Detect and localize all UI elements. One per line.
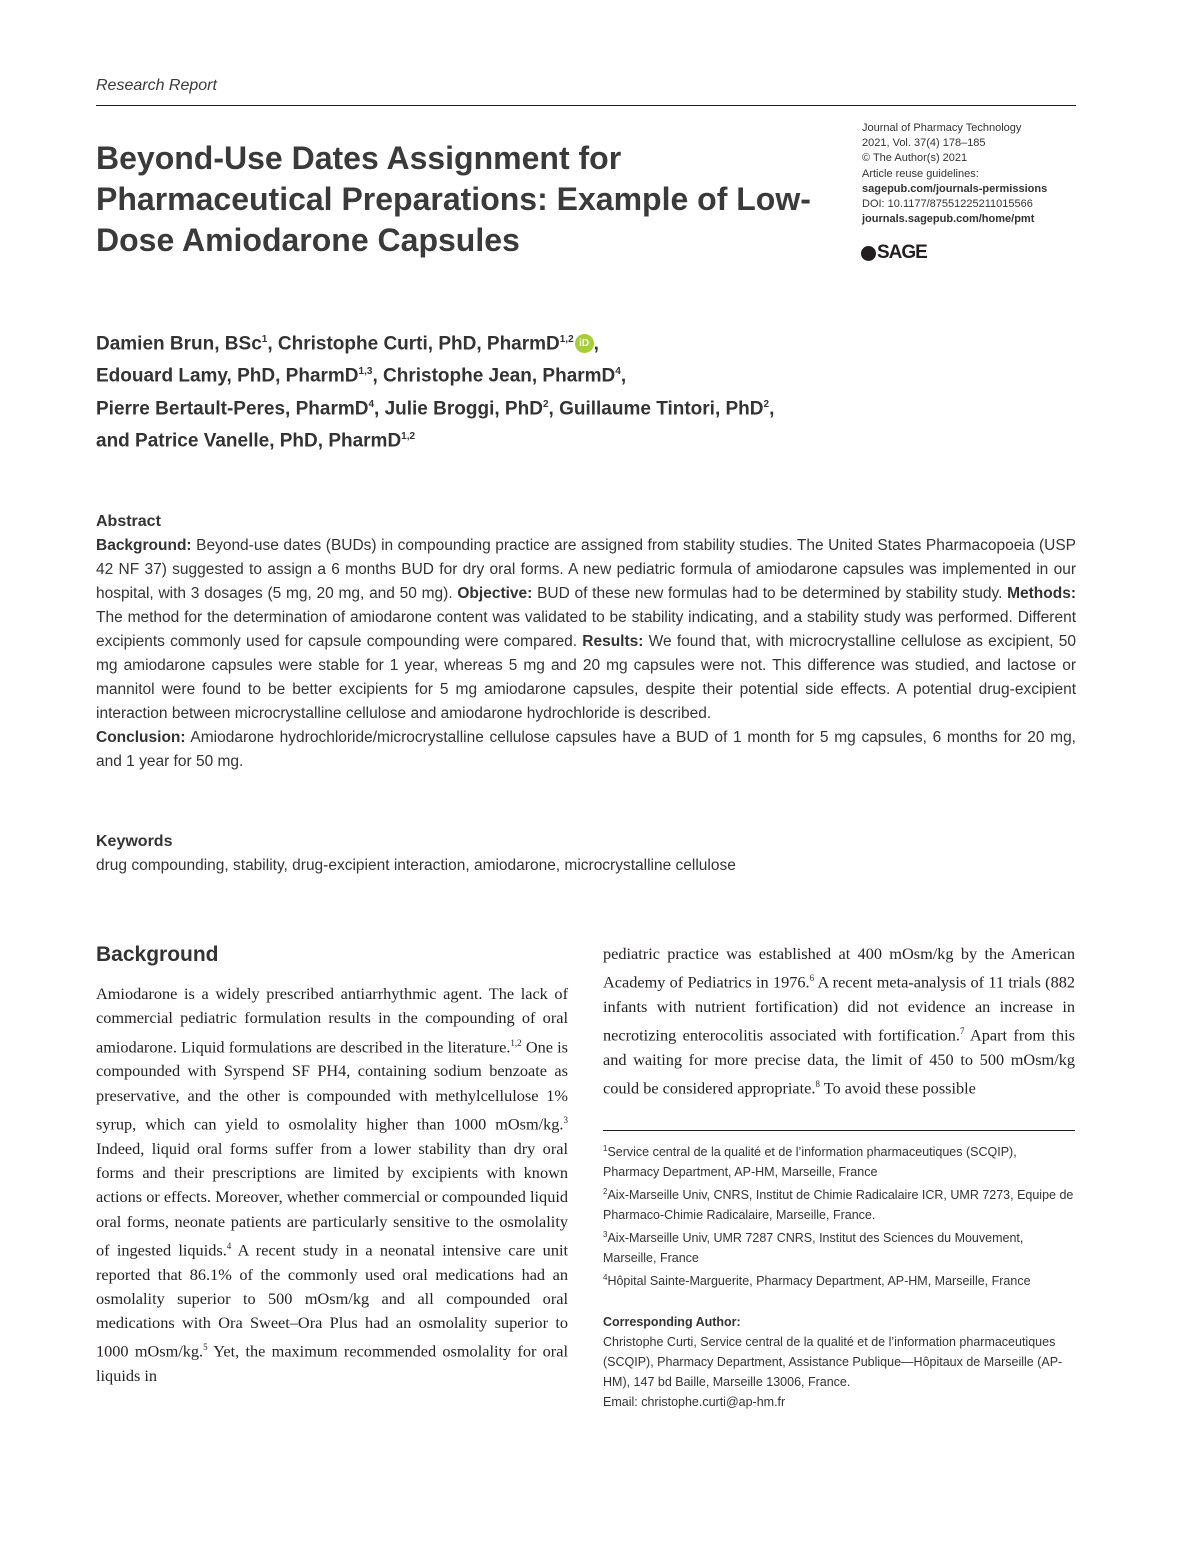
author-affil-sup: 4 [615, 366, 621, 378]
abstract-objective-label: Objective: [457, 585, 533, 602]
affiliation [603, 1182, 1075, 1225]
affiliation-sup: 2 [603, 1187, 608, 1197]
sage-circle-icon [861, 246, 876, 261]
author-separator: , [620, 365, 627, 387]
article-title: Beyond-Use Dates Assignment for Pharmaceutical Preparations: Example of Low-Dose Amiodarone Capsules [96, 140, 811, 258]
affiliation-text: Aix-Marseille Univ, CNRS, Institut de Chimie Radicalaire ICR, UMR 7273, Equipe de Pharmaco-Chimie Radicalaire, Marseille, France. [603, 1188, 1074, 1223]
abstract-results: We found that, with microcrystalline cellulose as excipient, 50 mg amiodarone capsules were stable for 1 year, whereas 5 mg and 20 mg capsules were not. This difference was studied, and lactose or mannitol were found to be better excipients for 5 mg amiodarone capsules, despite their potential side effects. A potential drug-excipient interaction between microcrystalline cellulose and amiodarone hydrochloride is described. [96, 633, 1077, 722]
abstract [96, 510, 1076, 774]
abstract-objective: BUD of these new formulas had to be determined by stability study. [537, 585, 1003, 602]
affiliation-sup: 4 [603, 1273, 608, 1283]
author: Pierre Bertault-Peres, PharmD [96, 397, 369, 419]
author: Julie Broggi, PhD [384, 397, 543, 419]
affiliation [603, 1225, 1075, 1268]
affiliation-text: Hôpital Sainte-Marguerite, Pharmacy Department, AP-HM, Marseille, France [607, 1274, 1031, 1289]
corresponding-author [603, 1312, 1075, 1412]
author: Edouard Lamy, PhD, PharmD [96, 365, 359, 387]
text-run: Indeed, liquid oral forms suffer from a lower stability than dry oral forms and their prescriptions are limited by excipients with known actions or effects. Moreover, whether commercial or compounded liquid oral forms, neonate patients are particularly sensitive to the osmolality of ingested liquids. [96, 1138, 568, 1260]
author-separator: , [593, 333, 599, 355]
affiliations [603, 1139, 1075, 1292]
affiliation-text: Service central de la qualité et de l’information pharmaceutiques (SCQIP), Pharmacy Department, AP-HM, Marseille, France [603, 1145, 1017, 1180]
journal-volume: 2021, Vol. 37(4) 178–185 [862, 137, 986, 150]
orcid-icon[interactable]: iD [575, 334, 594, 353]
keywords-heading: Keywords [96, 833, 173, 850]
permissions-link[interactable]: sagepub.com/journals-permissions [862, 182, 1048, 195]
right-column [603, 942, 1075, 1101]
author: Christophe Jean, PharmD [383, 365, 616, 387]
author-separator: , [267, 333, 278, 355]
text-run: A recent study in a neonatal intensive care unit reported that 86.1% of the commonly used oral medications had an osmolality superior to 500 mOsm/kg and all compounded oral medications with Ora Sweet–Ora Plus had an osmolality superior to 1000 mOsm/kg. [96, 1240, 569, 1361]
text-run: One is compounded with Syrspend SF PH4, containing sodium benzoate as preservative, and the other is compounded with methylcellulose 1% syrup, which can yield to osmolality higher than 1000 mOsm/kg. [96, 1037, 569, 1134]
citation-ref[interactable]: 6 [809, 973, 815, 984]
abstract-background-label: Background: [96, 537, 192, 554]
abstract-methods: The method for the determination of amiodarone content was validated to be stability indicating, and a stability study was performed. Different excipients commonly used for capsule compounding were compared. [96, 609, 1076, 650]
author-affil-sup: 2 [542, 398, 549, 410]
text-run: A recent meta-analysis of 11 trials (882 infants with nutrient fortification) did not evidence an increase in necrotizing enterocolitis associated with fortification. [603, 972, 1076, 1045]
citation-ref[interactable]: 4 [226, 1240, 232, 1251]
journal-info [862, 121, 1092, 227]
author-separator: , [769, 397, 775, 419]
doi[interactable]: DOI: 10.1177/87551225211015566 [862, 198, 1033, 211]
abstract-results-label: Results: [582, 633, 644, 650]
journal-name: Journal of Pharmacy Technology [862, 122, 1022, 134]
author: Christophe Curti, PhD, PharmD [277, 333, 560, 355]
header-rule [96, 105, 1076, 106]
author-affil-sup: 2 [763, 398, 770, 410]
author-affil-sup: 1,2 [401, 430, 416, 442]
author: Damien Brun, BSc [96, 333, 262, 355]
background-paragraph [96, 982, 568, 1388]
text-run: pediatric practice was established at 400 mOsm/kg by the American Academy of Pediatrics in 1976. [603, 944, 1075, 992]
reuse-guidelines-label: Article reuse guidelines: [862, 167, 979, 180]
abstract-body [96, 534, 1076, 774]
corresponding-text: Christophe Curti, Service central de la qualité et de l’information pharmaceutiques (SCQIP), Pharmacy Department, Assistance Publique—Hôpitaux de Marseille (AP-HM), 147 bd Baille, Marseille 13006, France. [603, 1335, 1063, 1389]
corresponding-email[interactable]: Email: christophe.curti@ap-hm.fr [603, 1395, 786, 1409]
keywords [96, 830, 1076, 878]
author-affil-sup: 1,2 [559, 334, 574, 345]
affiliation-sup: 1 [603, 1144, 608, 1153]
affiliation [603, 1268, 1075, 1291]
citation-ref[interactable]: 8 [815, 1079, 820, 1090]
section-label: Research Report [96, 77, 217, 94]
sage-logo [861, 242, 927, 264]
abstract-methods-label: Methods: [1007, 585, 1076, 602]
citation-ref[interactable]: 5 [203, 1342, 208, 1353]
affiliation-sup: 3 [603, 1230, 608, 1240]
text-run: To avoid these possible [819, 1078, 976, 1098]
text-run: Amiodarone is a widely prescribed antiarrhythmic agent. The lack of commercial pediatric formulation results in the compounding of oral amiodarone. Liquid formulations are described in the literature. [96, 984, 568, 1057]
abstract-conclusion: Amiodarone hydrochloride/microcrystalline cellulose capsules have a BUD of 1 month for 5 mg capsules, 6 months for 20 mg, and 1 year for 50 mg. [96, 729, 1076, 770]
background-heading: Background [96, 943, 219, 966]
affiliation [603, 1139, 1075, 1182]
background-paragraph-continued [603, 942, 1075, 1101]
author-affil-sup: 1 [261, 334, 268, 345]
citation-ref[interactable]: 3 [563, 1114, 568, 1125]
author-affil-sup: 1,3 [358, 366, 373, 378]
sage-logo-text: SAGE [877, 242, 927, 263]
author-affil-sup: 4 [368, 398, 375, 410]
citation-ref[interactable]: 1,2 [510, 1037, 522, 1048]
author: and Patrice Vanelle, PhD, PharmD [96, 430, 402, 452]
author-list [96, 326, 996, 455]
author: Guillaume Tintori, PhD [559, 397, 764, 419]
keywords-text: drug compounding, stability, drug-excipient interaction, amiodarone, microcrystalline cellulose [96, 857, 736, 874]
journal-home-link[interactable]: journals.sagepub.com/home/pmt [862, 213, 1035, 226]
author-separator: , [372, 365, 383, 387]
affiliation-text: Aix-Marseille Univ, UMR 7287 CNRS, Institut des Sciences du Mouvement, Marseille, France [603, 1231, 1024, 1266]
text-run: Yet, the maximum recommended osmolality for oral liquids in [96, 1341, 568, 1386]
left-column [96, 940, 568, 1388]
text-run: Apart from this and waiting for more precise data, the limit of 450 to 500 mOsm/kg could be considered appropriate. [603, 1025, 1075, 1098]
copyright: © The Author(s) 2021 [862, 152, 968, 165]
author-separator: , [374, 397, 385, 419]
corresponding-heading: Corresponding Author: [603, 1315, 741, 1329]
footnote-rule [603, 1130, 1075, 1131]
author-separator: , [548, 397, 560, 419]
citation-ref[interactable]: 7 [959, 1026, 965, 1037]
abstract-heading: Abstract [96, 513, 161, 530]
abstract-background: Beyond-use dates (BUDs) in compounding practice are assigned from stability studies. The United States Pharmacopoeia (USP 42 NF 37) suggested to assign a 6 months BUD for dry oral forms. A new pediatric formula of amiodarone capsules was implemented in our hospital, with 3 dosages (5 mg, 20 mg, and 50 mg). [96, 537, 1076, 602]
abstract-conclusion-label: Conclusion: [96, 729, 186, 746]
